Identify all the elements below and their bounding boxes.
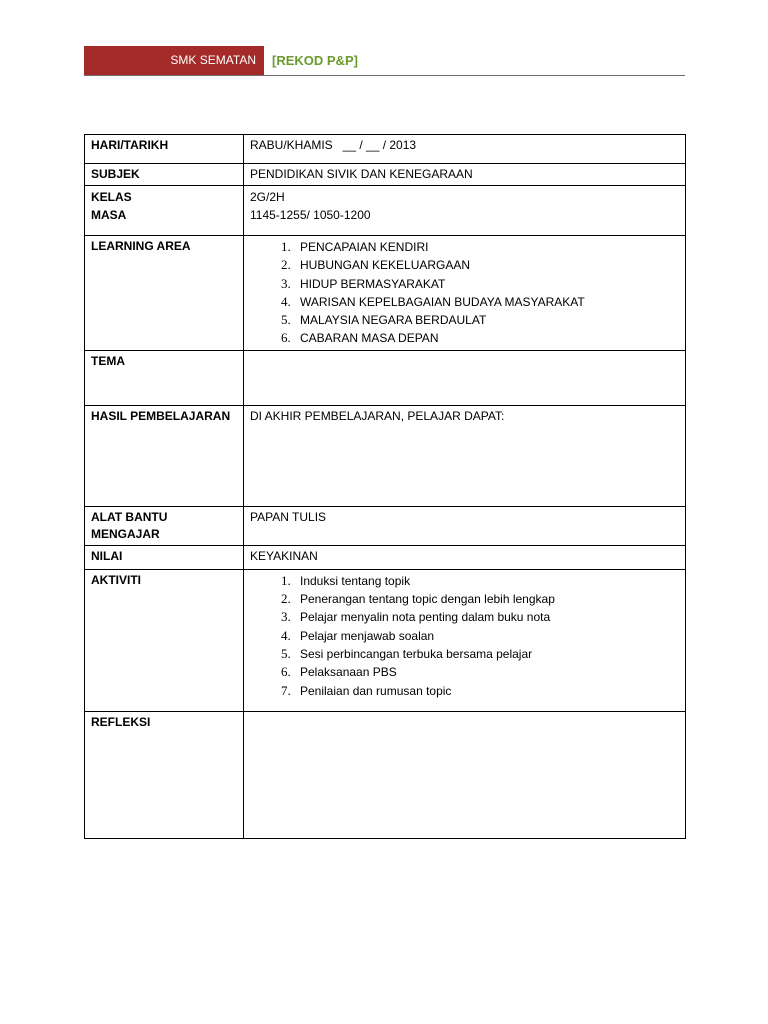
value-masa: 1145-1255/ 1050-1200 <box>250 208 371 222</box>
lesson-record-table <box>84 134 686 839</box>
list-item: 1. PENCAPAIAN KENDIRI <box>294 238 679 256</box>
row-refleksi <box>85 711 686 838</box>
label-hasil-pembelajaran: HASIL PEMBELAJARAN <box>85 405 244 506</box>
label-alat-bantu: ALAT BANTU MENGAJAR <box>85 506 244 545</box>
label-kelas: KELAS <box>91 190 132 204</box>
value-aktiviti <box>244 569 686 711</box>
list-item: 2. HUBUNGAN KEKELUARGAAN <box>294 256 679 274</box>
list-item: 3. HIDUP BERMASYARAKAT <box>294 275 679 293</box>
value-refleksi <box>244 711 686 838</box>
row-hari-tarikh <box>85 135 686 164</box>
value-nilai: KEYAKINAN <box>244 545 686 569</box>
label-refleksi: REFLEKSI <box>85 711 244 838</box>
list-item: 3. Pelajar menyalin nota penting dalam buku nota <box>294 608 679 626</box>
list-item: 5. Sesi perbincangan terbuka bersama pelajar <box>294 645 679 663</box>
value-hari-tarikh: RABU/KHAMIS __ / __ / 2013 <box>244 135 686 164</box>
label-tema: TEMA <box>85 350 244 405</box>
list-item: 6. Pelaksanaan PBS <box>294 663 679 681</box>
value-kelas: 2G/2H <box>250 190 285 204</box>
aktiviti-list <box>250 572 679 700</box>
learning-area-list <box>250 238 679 348</box>
row-alat-bantu <box>85 506 686 545</box>
value-alat-bantu: PAPAN TULIS <box>244 506 686 545</box>
list-item: 1. Induksi tentang topik <box>294 572 679 590</box>
row-subjek <box>85 164 686 186</box>
value-subjek: PENDIDIKAN SIVIK DAN KENEGARAAN <box>244 164 686 186</box>
list-item: 5. MALAYSIA NEGARA BERDAULAT <box>294 311 679 329</box>
list-item: 4. Pelajar menjawab soalan <box>294 627 679 645</box>
row-learning-area <box>85 236 686 351</box>
label-nilai: NILAI <box>85 545 244 569</box>
row-nilai <box>85 545 686 569</box>
school-name-band: SMK SEMATAN <box>84 46 264 75</box>
label-subjek: SUBJEK <box>85 164 244 186</box>
value-hasil-pembelajaran: DI AKHIR PEMBELAJARAN, PELAJAR DAPAT: <box>244 405 686 506</box>
row-aktiviti <box>85 569 686 711</box>
label-aktiviti: AKTIVITI <box>85 569 244 711</box>
list-item: 2. Penerangan tentang topic dengan lebih lengkap <box>294 590 679 608</box>
row-tema <box>85 350 686 405</box>
list-item: 7. Penilaian dan rumusan topic <box>294 682 679 700</box>
row-hasil-pembelajaran <box>85 405 686 506</box>
value-tema <box>244 350 686 405</box>
value-learning-area <box>244 236 686 351</box>
label-kelas-masa <box>85 186 244 236</box>
label-hari-tarikh: HARI/TARIKH <box>85 135 244 164</box>
label-masa: MASA <box>91 208 127 222</box>
row-kelas-masa <box>85 186 686 236</box>
value-kelas-masa <box>244 186 686 236</box>
label-learning-area: LEARNING AREA <box>85 236 244 351</box>
page-header <box>84 46 685 76</box>
list-item: 4. WARISAN KEPELBAGAIAN BUDAYA MASYARAKAT <box>294 293 679 311</box>
document-title: [REKOD P&P] <box>272 53 358 68</box>
list-item: 6. CABARAN MASA DEPAN <box>294 329 679 347</box>
